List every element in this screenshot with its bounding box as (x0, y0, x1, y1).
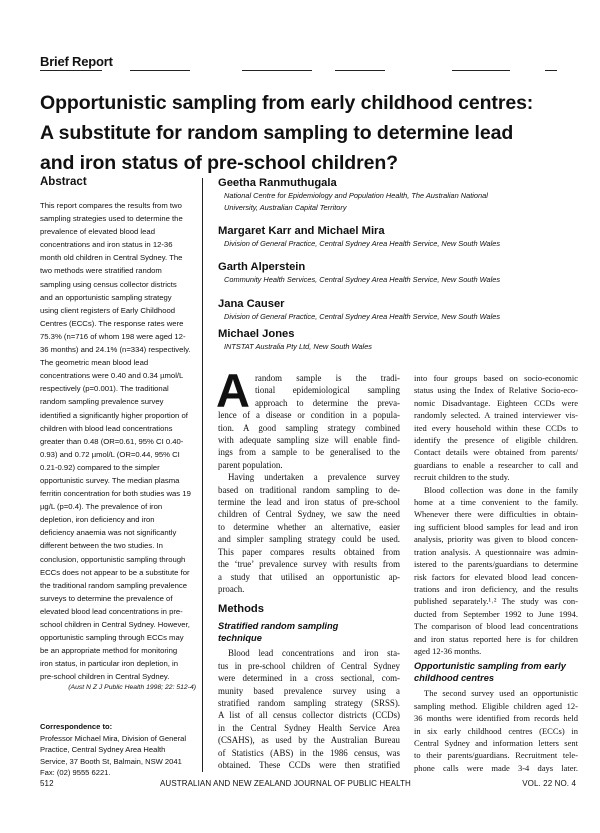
body-line: tration analysis. A questionnaire was admin- (414, 546, 578, 557)
body-line: The second survey used an opportunistic (424, 688, 578, 699)
author-affiliation: Division of General Practice, Central Sydney Area Health Service, New South Wales (224, 312, 501, 321)
correspondence-line: Fax: (02) 9555 6221. (40, 768, 111, 777)
abstract-line: 0.93) and 0.72 µmol/L (OR=0.44, 95% CI (40, 449, 180, 459)
abstract-heading: Abstract (40, 176, 87, 188)
heading-line: childhood centres (414, 673, 495, 684)
title-line: and iron status of pre-school children? (40, 152, 398, 174)
article-title (40, 88, 590, 178)
abstract-line: depletion, iron deficiency and iron (40, 515, 155, 525)
body-line: and simpler sampling strategy could be used. (218, 534, 400, 545)
abstract-line: concentrations and iron status in 12-36 (40, 240, 173, 250)
body-line: home at a time convenient to the family. (414, 497, 578, 508)
author-name: Garth Alperstein (218, 261, 306, 273)
journal-name: AUSTRALIAN AND NEW ZEALAND JOURNAL OF PUBLIC HEALTH (160, 779, 411, 788)
body-line: the ‘true’ prevalence survey with results from (218, 559, 400, 570)
body-line: in the Central Sydney Health Service Area (218, 722, 400, 733)
abstract-line: conclusion, opportunistic sampling through (40, 554, 186, 564)
abstract-line: children with blood lead concentrations (40, 423, 173, 433)
body-line: munity based prevalence survey using a (218, 685, 400, 696)
correspondence-line: Professor Michael Mira, Division of General (40, 733, 187, 743)
body-line: The comparison of blood lead concentrations (414, 621, 578, 632)
body-line: and iron status reported here is for children (414, 633, 578, 644)
abstract-line: using client registers of Early Childhood (40, 305, 176, 315)
abstract-line: iron status, in particular iron depletion, in (40, 659, 179, 669)
body-line: obtained. These CCDs were then stratified (218, 759, 400, 770)
abstract-line: deficiency anaemia was not significantly (40, 528, 177, 538)
correspondence-line: Service, 37 Booth St, Balmain, NSW 2041 (40, 756, 182, 766)
author-block (218, 327, 372, 353)
header-rule (40, 70, 102, 71)
abstract-text (40, 199, 200, 683)
author-affiliation: National Centre for Epidemiology and Population Health, The Australian National (224, 191, 488, 200)
paragraph (414, 687, 578, 774)
body-line: A list of all census collector districts (CCDs) (218, 710, 400, 721)
body-line: published separately.¹˒² The study was con- (414, 596, 578, 607)
abstract-line: concentrations were 0.40 and 0.34 µmol/L (40, 371, 184, 381)
author-affiliation: University, Australian Capital Territory (224, 202, 347, 212)
subsection-heading (414, 660, 578, 684)
abstract-line: school children in Central Sydney. However, (40, 620, 190, 629)
body-line: istered to the parents/guardians to determine (414, 559, 578, 570)
abstract-line: surveys to determine the prevalence of (40, 593, 173, 603)
abstract-line: prevalence of elevated blood lead (40, 227, 155, 237)
paragraph (414, 372, 578, 484)
author-affiliation: INTSTAT Australia Pty Ltd, New South Wales (224, 342, 372, 351)
body-line: Blood lead concentrations and iron sta- (228, 648, 400, 659)
body-line: identify the presence of eligible children. (414, 435, 578, 446)
body-line: to determine whether an alternative, easier (218, 521, 400, 532)
body-line: Whenever there were difficulties in obtain- (414, 509, 578, 520)
body-line: stratified random sampling strategy (SRSS). (218, 697, 400, 708)
abstract-line: ferritin concentration for both studies was 19 (40, 489, 191, 499)
paragraph (216, 364, 400, 471)
body-line: tion. A good sampling strategy combined (218, 422, 400, 433)
body-line: based on traditional random sampling to de- (218, 484, 400, 495)
body-line: aged 12-36 months. (414, 645, 482, 656)
body-line: approach to determine the preva- (254, 397, 400, 408)
body-line: recruit children to the study. (414, 472, 510, 483)
body-line: tional epidemiological sampling (254, 385, 400, 396)
body-line: This paper compares results obtained from (218, 546, 400, 557)
page-number: 512 (40, 779, 54, 788)
body-line: in six early childhood centres (ECCs) in (414, 725, 578, 736)
body-line: random sample is the tradi- (254, 373, 400, 383)
abstract-line: µg/L (p=0.4). The prevalence of iron (40, 502, 163, 512)
abstract-line: the traditional random sampling prevalence (40, 580, 188, 590)
abstract-line: greater than 0.48 (OR=0.61, 95% CI 0.40- (40, 436, 184, 446)
author-block (218, 260, 500, 286)
heading-line: Opportunistic sampling from early (414, 661, 566, 672)
abstract-line: different between the two studies. In (40, 541, 163, 551)
section-label: Brief Report (40, 54, 113, 69)
body-line: a study that utilised an opportunistic ap- (218, 571, 400, 582)
abstract-line: random sampling prevalence survey (40, 397, 164, 407)
abstract-line: sampling strategies used to determine the (40, 214, 183, 224)
abstract-line: elevated blood lead concentrations in pre- (40, 606, 183, 616)
body-line: Blood collection was done in the family (424, 484, 578, 495)
body-line: trations and iron deficiency, and the results (414, 583, 578, 594)
author-block (218, 176, 488, 213)
abstract-line: opportunistic survey. The median plasma (40, 475, 180, 485)
author-block (218, 224, 500, 250)
abstract-line: 75.3% (n=716 of whom 198 were aged 12- (40, 331, 186, 341)
correspondence (40, 721, 186, 779)
abstract-line: sampling using census collector districts (40, 279, 177, 289)
title-line: A substitute for random sampling to determine lead (40, 122, 514, 144)
body-line: (CSAHS), as used by the Australian Bureau (218, 735, 400, 746)
body-line: sampling method. Eligible children aged 12- (414, 700, 578, 711)
body-line: termine the lead and iron status of pre-school (218, 497, 400, 508)
body-line: ing sufficient blood samples for lead and iron (414, 521, 578, 532)
abstract-line: month old children in Central Sydney. The (40, 253, 183, 263)
body-line: children of Central Sydney, we saw the need (218, 509, 400, 520)
correspondence-line: Practice, Central Sydney Area Health (40, 745, 166, 754)
header-rule (335, 70, 385, 71)
abstract-line: The geometric mean blood lead (40, 358, 149, 368)
abstract-line: This report compares the results from two (40, 201, 182, 210)
body-line: ings from a sample to be generalised to the (218, 447, 400, 458)
author-affiliation: Division of General Practice, Central Sydney Area Health Service, New South Wales (224, 239, 501, 248)
body-line: phone calls were made 3-4 days later. (414, 762, 578, 773)
body-line: 36 months were identified from records held (414, 713, 578, 724)
abstract-line: two methods were stratified random (40, 266, 162, 276)
header-rule (130, 70, 190, 71)
abstract-line: be an appropriate method for monitoring (40, 646, 178, 656)
abstract-line: 36 months) and 24.1% (n=334) respectively. (40, 345, 191, 355)
body-line: Contact details were obtained from parents/ (414, 447, 578, 458)
body-line: to their parents/guardians. Recruitment tele- (414, 750, 578, 761)
body-column-1 (216, 364, 400, 771)
body-line: proach. (218, 583, 245, 594)
abstract-line: and an opportunistic sampling strategy (40, 292, 172, 302)
citation: (Aust N Z J Public Health 1998; 22: 512-4) (68, 684, 196, 691)
body-line: were determined in a cross sectional, com- (218, 673, 400, 684)
author-name: Margaret Karr and Michael Mira (218, 225, 385, 237)
body-line: analysis, priority was given to blood concen- (414, 534, 578, 545)
author-name: Michael Jones (218, 328, 295, 340)
volume-issue: VOL. 22 NO. 4 (522, 779, 576, 788)
author-block (218, 297, 500, 323)
author-name: Geetha Ranmuthugala (218, 177, 337, 189)
body-line: guardians to enable a researcher to call and (414, 459, 578, 470)
abstract-line: Centres (ECCs). The response rates were (40, 318, 184, 328)
heading-line: Stratified random sampling (218, 621, 339, 632)
header-rule (545, 70, 557, 71)
body-line: tus in pre-school children of Central Sydney (218, 660, 400, 671)
body-line: parent population. (218, 459, 283, 470)
body-column-2 (414, 372, 578, 774)
body-line: ited every household within these CCDs to (414, 422, 578, 433)
drop-cap: A (216, 364, 250, 417)
body-line: of Statistics (ABS) in the 1986 census, was (218, 747, 400, 758)
header-rule (242, 70, 312, 71)
body-line: Having undertaken a prevalence survey (228, 472, 400, 483)
body-line: Central Sydney and information letters sent (414, 737, 578, 748)
abstract-line: respectively (p=0.001). The traditional (40, 384, 169, 394)
abstract-line: pre-school children in Central Sydney. (40, 672, 170, 682)
body-line: randomly selected. A trained interviewer vis- (414, 410, 578, 421)
correspondence-label: Correspondence to: (40, 722, 113, 731)
body-line: with adequate sampling size will enable find- (218, 435, 400, 446)
body-line: risk factors for elevated blood lead concen- (414, 571, 578, 582)
column-divider (202, 178, 203, 772)
abstract-line: 0.21-0.92) compared to the simpler (40, 462, 160, 472)
body-line: lence of a disease or condition in a popula- (218, 410, 400, 421)
abstract-line: ECCs does not appear to be a substitute for (40, 567, 190, 577)
body-line: ducted from September 1992 to June 1994. (414, 608, 578, 619)
body-line: into four groups based on socio-economic (414, 373, 578, 383)
paragraph (414, 484, 578, 658)
abstract-line: opportunistic sampling through ECCs may (40, 633, 184, 643)
subsection-heading (218, 620, 400, 644)
section-heading: Methods (218, 603, 264, 616)
paragraph (218, 471, 400, 595)
paragraph (218, 647, 400, 771)
body-line: status using the Index of Relative Socio-eco- (414, 385, 578, 396)
abstract-line: identified a significantly higher proportion of (40, 410, 188, 420)
author-name: Jana Causer (218, 298, 285, 310)
header-rule (452, 70, 510, 71)
body-line: nomic Disadvantage. Eighteen CCDs were (414, 397, 578, 408)
author-affiliation: Community Health Services, Central Sydney Area Health Service, New South Wales (224, 275, 501, 284)
heading-line: technique (218, 633, 262, 644)
title-line: Opportunistic sampling from early childhood centres: (40, 92, 534, 114)
